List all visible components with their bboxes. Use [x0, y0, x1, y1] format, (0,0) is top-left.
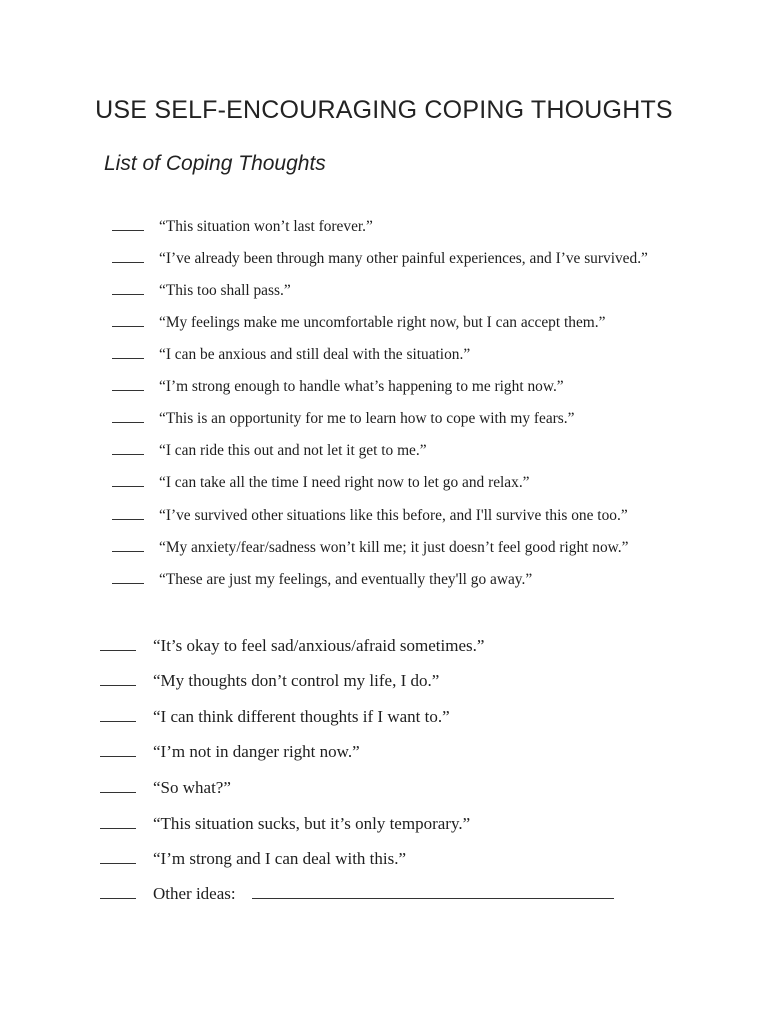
list-item	[100, 778, 231, 802]
checkbox-blank[interactable]	[112, 569, 144, 584]
checkbox-blank[interactable]	[112, 440, 144, 455]
page-title: USE SELF-ENCOURAGING COPING THOUGHTS	[95, 96, 673, 124]
checkbox-blank[interactable]	[100, 849, 136, 864]
checkbox-blank[interactable]	[112, 216, 144, 231]
list-item	[112, 216, 373, 240]
checkbox-blank[interactable]	[100, 671, 136, 686]
checkbox-blank[interactable]	[100, 742, 136, 757]
list-item-text: “I can be anxious and still deal with the situation.”	[159, 346, 471, 363]
list-item	[112, 537, 628, 561]
list-item-text: “I’m strong enough to handle what’s happening to me right now.”	[159, 378, 564, 395]
checkbox-blank[interactable]	[112, 312, 144, 327]
list-item-text: “I’ve survived other situations like this before, and I'll survive this one too.”	[159, 507, 628, 524]
list-item	[100, 707, 450, 731]
list-item	[112, 280, 291, 304]
list-item-text: “My anxiety/fear/sadness won’t kill me; it just doesn’t feel good right now.”	[159, 539, 629, 556]
other-ideas-label: Other ideas:	[153, 884, 236, 903]
list-item	[112, 505, 628, 529]
checkbox-blank[interactable]	[112, 248, 144, 263]
list-item-text: “I can think different thoughts if I want to.”	[153, 707, 450, 726]
other-ideas-field[interactable]	[252, 884, 614, 899]
checkbox-blank[interactable]	[112, 376, 144, 391]
list-item	[112, 376, 564, 400]
checkbox-blank[interactable]	[100, 814, 136, 829]
checkbox-blank[interactable]	[112, 280, 144, 295]
list-item-text: “I’m strong and I can deal with this.”	[153, 849, 407, 868]
list-item-text: “I can take all the time I need right now to let go and relax.”	[159, 474, 530, 491]
checkbox-blank[interactable]	[100, 778, 136, 793]
checkbox-blank[interactable]	[112, 344, 144, 359]
list-item	[100, 814, 470, 838]
list-item	[112, 408, 574, 432]
list-item	[112, 344, 470, 368]
list-item-text: “This situation sucks, but it’s only temporary.”	[153, 814, 471, 833]
list-item-text: “It’s okay to feel sad/anxious/afraid sometimes.”	[153, 636, 485, 655]
list-item-text: “This is an opportunity for me to learn how to cope with my fears.”	[159, 410, 575, 427]
list-item	[112, 248, 648, 272]
other-ideas-row	[100, 884, 614, 908]
list-item-text: “I’m not in danger right now.”	[153, 742, 360, 761]
list-item	[112, 312, 605, 336]
list-item	[112, 472, 530, 496]
checkbox-blank[interactable]	[112, 537, 144, 552]
list-item	[100, 636, 484, 660]
list-item-text: “This too shall pass.”	[159, 282, 291, 299]
list-item	[112, 440, 427, 464]
list-item-text: “So what?”	[153, 778, 231, 797]
list-item	[100, 849, 406, 873]
checkbox-blank[interactable]	[112, 505, 144, 520]
list-item-text: “I can ride this out and not let it get to me.”	[159, 442, 427, 459]
list-item	[112, 569, 532, 593]
checkbox-blank[interactable]	[112, 408, 144, 423]
list-item-text: “My feelings make me uncomfortable right now, but I can accept them.”	[159, 314, 606, 331]
checkbox-blank[interactable]	[100, 636, 136, 651]
section-subtitle: List of Coping Thoughts	[104, 152, 326, 175]
checkbox-blank[interactable]	[100, 707, 136, 722]
list-item-text: “This situation won’t last forever.”	[159, 218, 373, 235]
list-item	[100, 742, 360, 766]
list-item-text: “I’ve already been through many other painful experiences, and I’ve survived.”	[159, 250, 648, 267]
list-item-text: “These are just my feelings, and eventually they'll go away.”	[159, 571, 533, 588]
checkbox-blank[interactable]	[112, 472, 144, 487]
list-item-text: “My thoughts don’t control my life, I do.”	[153, 671, 440, 690]
list-item	[100, 671, 439, 695]
checkbox-blank[interactable]	[100, 884, 136, 899]
